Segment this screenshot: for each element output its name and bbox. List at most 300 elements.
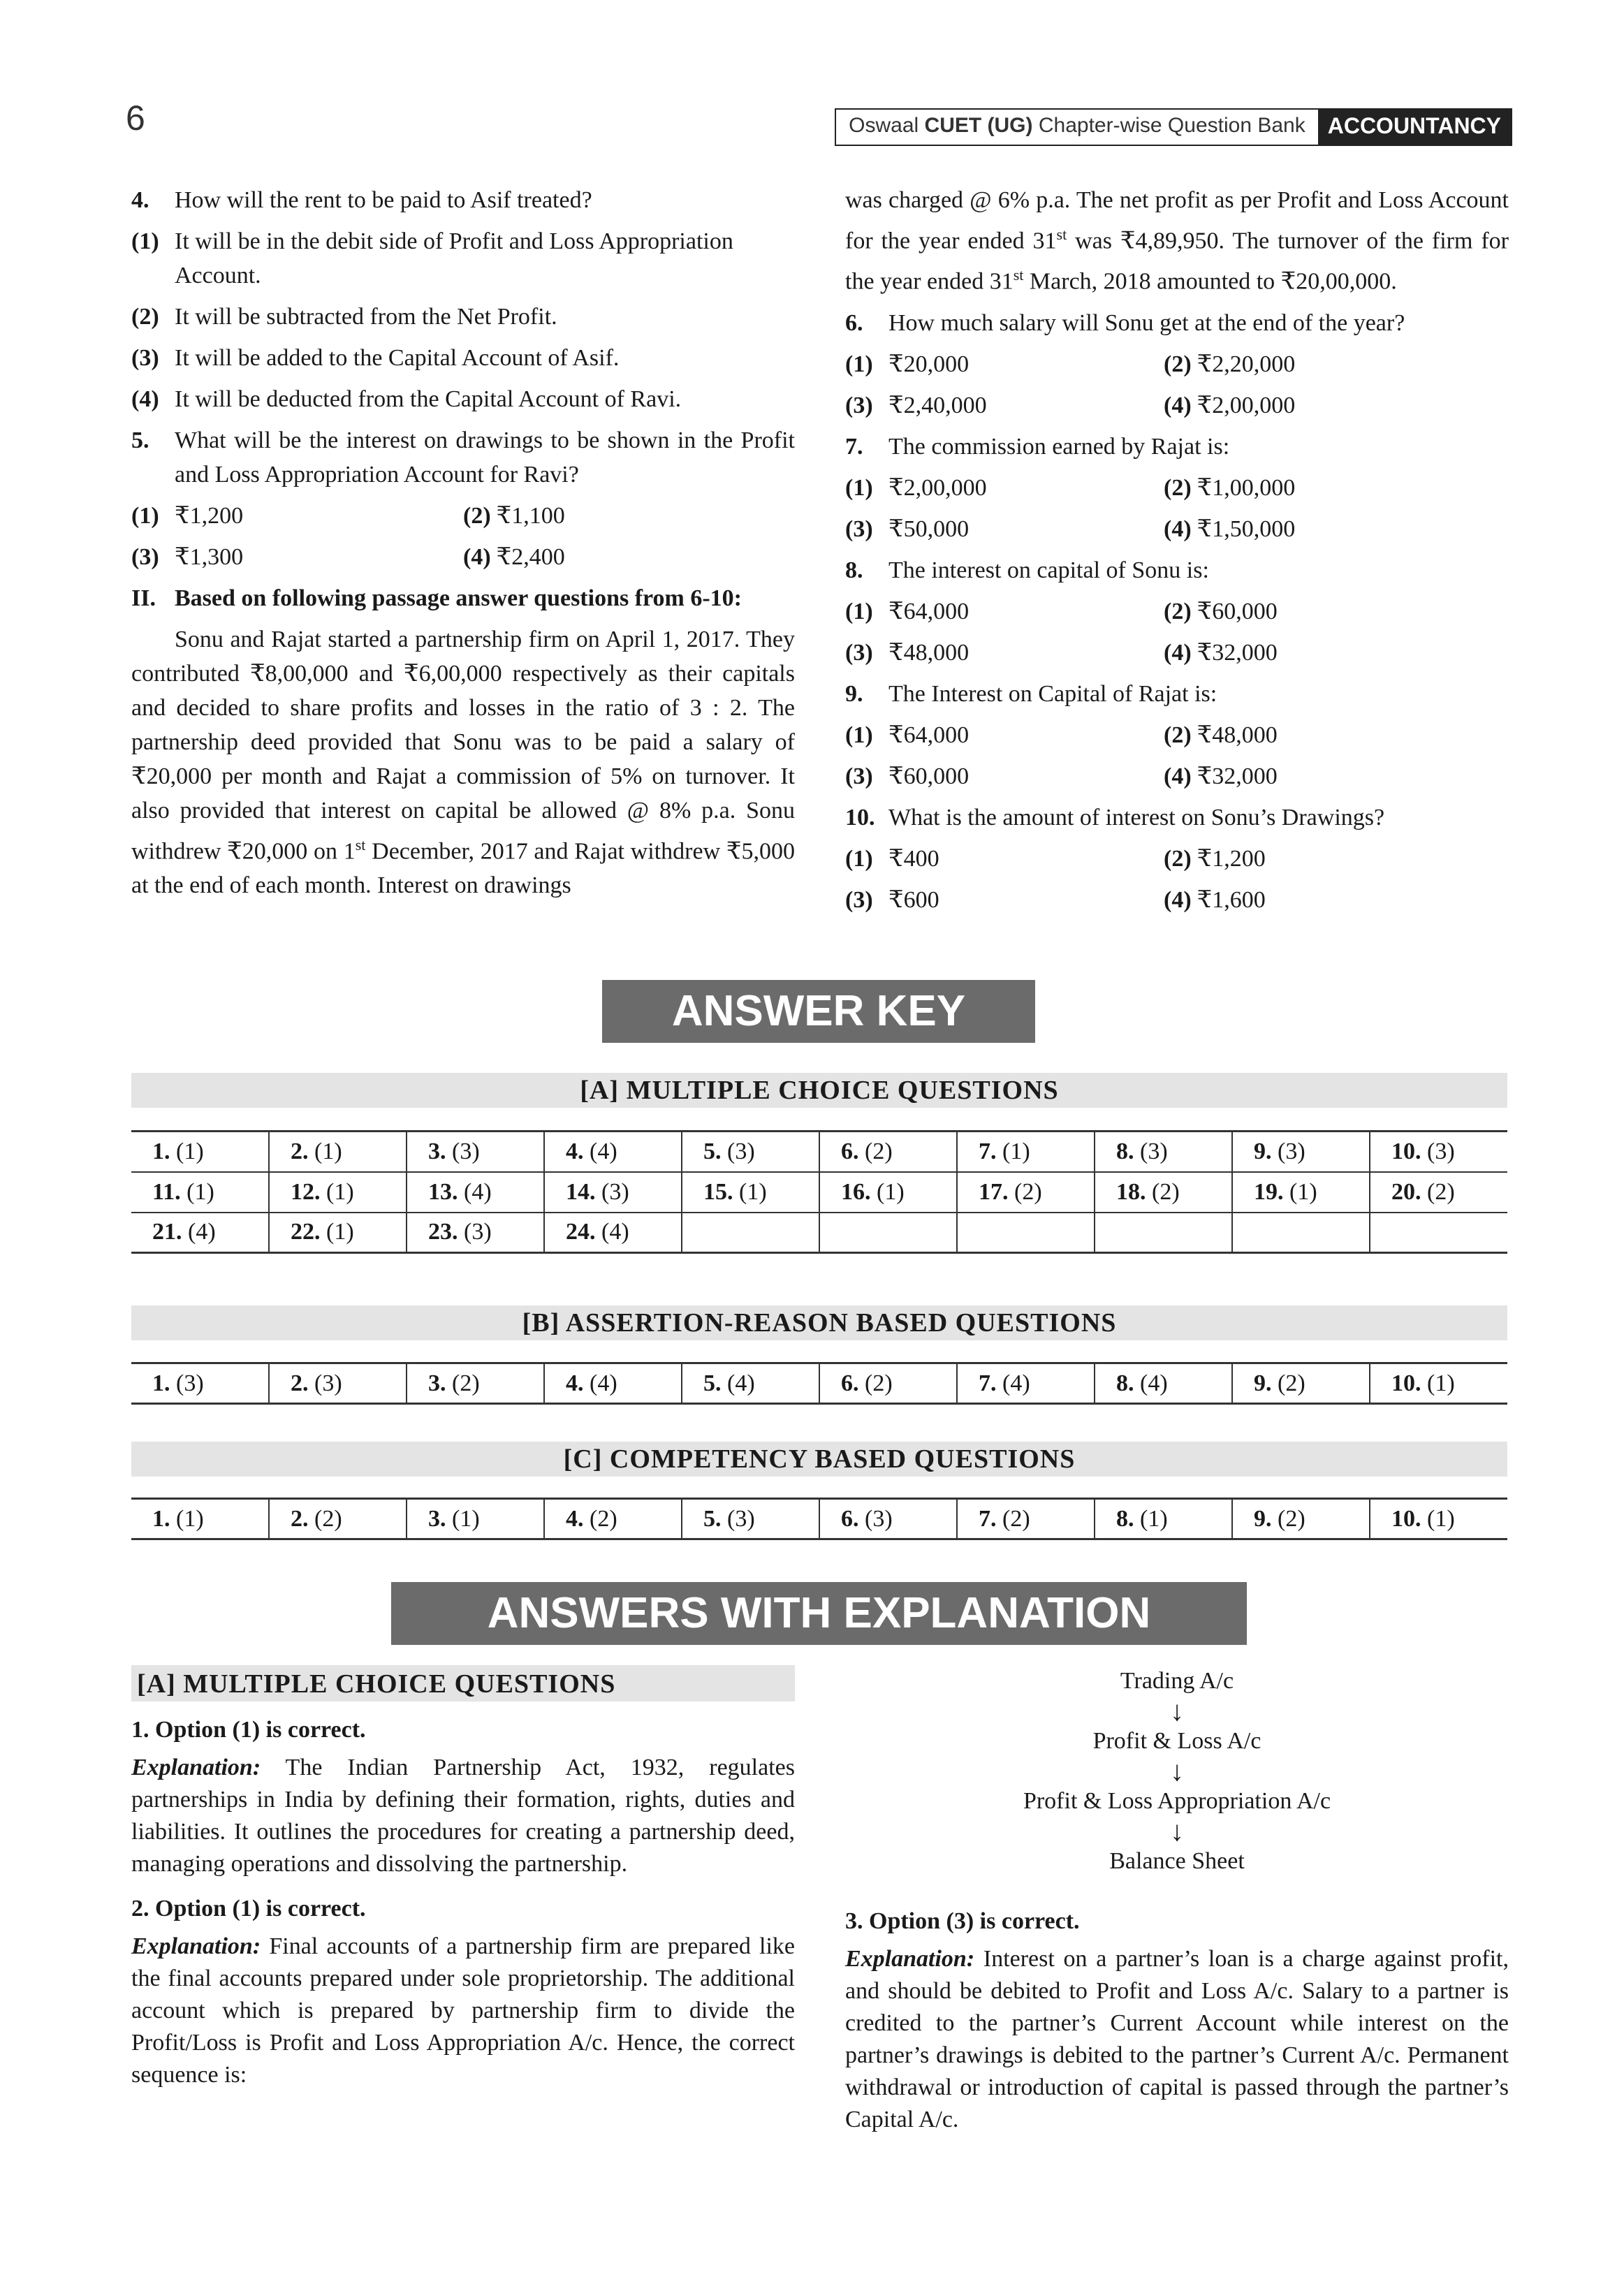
answer-option: (3): [858, 1505, 893, 1532]
option-text: ₹20,000: [888, 351, 970, 377]
book-title: Chapter-wise Question Bank: [1038, 114, 1305, 137]
option-text: ₹1,300: [175, 544, 244, 570]
table-row: [131, 1363, 1507, 1404]
answer-number: 3.: [428, 1505, 446, 1532]
answer-option: (2): [308, 1505, 342, 1532]
answer-number: 13.: [428, 1178, 458, 1205]
option-number: (1): [131, 503, 159, 529]
answer-cell: [269, 1499, 407, 1539]
explanation-left-column: [131, 1665, 795, 2104]
option-text: ₹64,000: [888, 598, 970, 624]
answer-option: (1): [996, 1138, 1030, 1164]
option-number: (1): [845, 598, 873, 624]
answer-cell: [1232, 1213, 1370, 1253]
answer-option: (2): [1271, 1370, 1305, 1396]
answer-cell: [544, 1213, 682, 1253]
question-number: 5.: [131, 427, 149, 453]
answer-option: (1): [180, 1178, 214, 1205]
question-number: 10.: [845, 804, 875, 830]
option-number: (1): [845, 722, 873, 748]
option-row: [845, 388, 1509, 423]
answer-cell: [407, 1499, 544, 1539]
option: [1164, 718, 1495, 752]
answer-cell: [682, 1213, 819, 1253]
option-text: ₹2,00,000: [888, 474, 987, 501]
answer-cell: [957, 1363, 1095, 1404]
section-heading: [131, 581, 795, 615]
option: [845, 347, 1164, 381]
option: [1164, 883, 1495, 917]
answer-number: 24.: [566, 1219, 596, 1245]
option-text: ₹60,000: [1197, 598, 1278, 624]
answer-cell: [957, 1172, 1095, 1213]
running-head-title: [836, 110, 1318, 145]
answer-cell: [269, 1213, 407, 1253]
option-number: (1): [845, 474, 873, 501]
answer-cell: [682, 1172, 819, 1213]
option-row: [845, 471, 1509, 505]
answer-option: (1): [1421, 1370, 1455, 1396]
flow-step: Trading A/c: [1120, 1668, 1234, 1694]
answer-number: 20.: [1391, 1178, 1421, 1205]
answer-cell: [544, 1363, 682, 1404]
option-text: ₹2,00,000: [1197, 392, 1296, 418]
option-text: ₹32,000: [1197, 639, 1278, 666]
option-text: It will be deducted from the Capital Account of Ravi.: [175, 386, 682, 412]
answer-cell: [1095, 1363, 1232, 1404]
answer-cell: [407, 1213, 544, 1253]
option: [131, 300, 795, 334]
option-number: (3): [845, 886, 873, 913]
passage-text: Sonu and Rajat started a partnership firm on April 1, 2017. They contributed ₹8,00,000 and ₹6,00,000 respectively as their capitals and decided to share profits and losses in the ratio of 3 : 2. The partnership deed provided that Sonu was to be paid a salary of ₹20,000 per month and Rajat a commission of 5% on turnover. It also provided that interest on capital be allowed @ 8% p.a. Sonu withdrew ₹20,000 on 1: [131, 627, 795, 865]
option-text: ₹48,000: [888, 639, 970, 666]
series: CUET (UG): [924, 114, 1033, 137]
answer-number: 14.: [566, 1178, 596, 1205]
answer-cell: [682, 1363, 819, 1404]
option: [131, 382, 795, 416]
option-text: ₹1,100: [496, 503, 565, 529]
answer-number: 2.: [291, 1505, 309, 1532]
option-number: (2): [1164, 351, 1192, 377]
flow-step: Balance Sheet: [1109, 1848, 1245, 1874]
option: [131, 540, 463, 574]
section-b-heading: [B] ASSERTION-REASON BASED QUESTIONS: [131, 1305, 1507, 1340]
answer-number: 4.: [566, 1138, 584, 1164]
option-number: (3): [131, 345, 159, 371]
answer-number: 4.: [566, 1370, 584, 1396]
explanation-text: The Indian Partnership Act, 1932, regulates partnerships in India by defining their formation, rights, duties and liabilities. It outlines the procedures for creating a partnership deed, managing operations and dissolving the partnership.: [131, 1755, 795, 1877]
answer-number: 2.: [291, 1138, 309, 1164]
question-8: [845, 553, 1509, 587]
answer-cell: [131, 1499, 269, 1539]
option-number: (4): [1164, 639, 1192, 666]
answer-option: (2): [1271, 1505, 1305, 1532]
answer-cell: [131, 1213, 269, 1253]
answer-number: 5.: [703, 1138, 722, 1164]
option-text: ₹2,40,000: [888, 392, 987, 418]
answer-option: (1): [1283, 1178, 1317, 1205]
question-5: [131, 423, 795, 492]
option-row: [845, 842, 1509, 876]
answer-cell: [131, 1363, 269, 1404]
option: [1164, 759, 1495, 793]
option-number: (2): [463, 503, 491, 529]
answer-cell: [1095, 1172, 1232, 1213]
question-number: 7.: [845, 433, 863, 460]
option-number: (4): [131, 386, 159, 412]
option-text: ₹1,200: [1197, 845, 1266, 872]
answer-number: 3.: [428, 1138, 446, 1164]
option: [845, 512, 1164, 546]
superscript: st: [1056, 226, 1067, 243]
answer-number: 22.: [291, 1219, 321, 1245]
option-text: ₹600: [888, 886, 939, 913]
option-number: (2): [131, 304, 159, 330]
answer-number: 21.: [152, 1219, 182, 1245]
answer-1-head: 1. Option (1) is correct.: [131, 1717, 366, 1743]
answer-cell: [819, 1499, 957, 1539]
option: [463, 540, 795, 574]
option: [845, 883, 1164, 917]
passage-text: December, 2017 and Rajat withdrew ₹5,000 at the end of each month. Interest on drawings: [131, 838, 795, 899]
passage: [131, 622, 795, 902]
option-row: [845, 512, 1509, 546]
answer-option: (3): [446, 1138, 480, 1164]
answer-key-banner: ANSWER KEY: [602, 980, 1035, 1043]
option-number: (4): [1164, 515, 1192, 542]
answer-option: (4): [458, 1178, 492, 1205]
explanation-right-column: [845, 1905, 1509, 2148]
answer-number: 6.: [841, 1370, 859, 1396]
answer-cell: [1232, 1499, 1370, 1539]
question-text: How will the rent to be paid to Asif treated?: [175, 187, 592, 213]
left-column: [131, 183, 795, 902]
answer-table-b: [131, 1362, 1507, 1405]
option-text: ₹32,000: [1197, 763, 1278, 789]
answer-cell: [544, 1172, 682, 1213]
answer-cell: [1232, 1132, 1370, 1172]
answer-number: 6.: [841, 1138, 859, 1164]
option-number: (4): [1164, 886, 1192, 913]
option-text: ₹1,600: [1197, 886, 1266, 913]
accounts-sequence: [845, 1665, 1509, 1877]
answer-cell: [407, 1363, 544, 1404]
subject-tag: ACCOUNTANCY: [1318, 110, 1511, 145]
passage-text: March, 2018 amounted to ₹20,00,000.: [1023, 268, 1397, 295]
table-row: [131, 1172, 1507, 1213]
answer-number: 7.: [979, 1370, 997, 1396]
answer-option: (2): [858, 1138, 893, 1164]
option-number: (2): [1164, 598, 1192, 624]
answer-option: (3): [308, 1370, 342, 1396]
option-number: (4): [1164, 392, 1192, 418]
answer-option: (3): [170, 1370, 204, 1396]
option-number: (2): [1164, 474, 1192, 501]
answer-option: (3): [458, 1219, 492, 1245]
answer-option: (3): [595, 1178, 629, 1205]
option: [845, 718, 1164, 752]
answer-cell: [1095, 1213, 1232, 1253]
option-row: [845, 718, 1509, 752]
explanation-label: Explanation:: [131, 1933, 261, 1959]
down-arrow-icon: ↓: [1170, 1815, 1184, 1847]
option-row: [845, 347, 1509, 381]
option-text: ₹2,20,000: [1197, 351, 1296, 377]
table-row: [131, 1213, 1507, 1253]
answer-number: 10.: [1391, 1505, 1421, 1532]
answer-option: (1): [870, 1178, 905, 1205]
answer-cell: [131, 1132, 269, 1172]
answer-cell: [682, 1499, 819, 1539]
answer-option: (1): [446, 1505, 480, 1532]
option-row: [131, 499, 795, 533]
section-c-heading: [C] COMPETENCY BASED QUESTIONS: [131, 1442, 1507, 1477]
answer-option: (1): [733, 1178, 767, 1205]
option-row: [845, 883, 1509, 917]
answer-number: 10.: [1391, 1138, 1421, 1164]
answer-cell: [819, 1172, 957, 1213]
answer-option: (4): [583, 1138, 617, 1164]
answer-option: (4): [996, 1370, 1030, 1396]
option-text: It will be added to the Capital Account of Asif.: [175, 345, 620, 371]
answer-option: (4): [1134, 1370, 1168, 1396]
answer-number: 7.: [979, 1505, 997, 1532]
answer-option: (4): [182, 1219, 216, 1245]
question-number: 6.: [845, 309, 863, 336]
question-number: 8.: [845, 557, 863, 583]
answer-number: 7.: [979, 1138, 997, 1164]
answer-number: 19.: [1254, 1178, 1284, 1205]
answer-option: (3): [1421, 1138, 1455, 1164]
flow-step: Profit & Loss A/c: [1092, 1728, 1261, 1754]
option-text: It will be subtracted from the Net Profit.: [175, 304, 557, 330]
answer-option: (4): [583, 1370, 617, 1396]
question-text: The interest on capital of Sonu is:: [888, 557, 1209, 583]
answer-3-explanation: [845, 1943, 1509, 2136]
explanation-label: Explanation:: [845, 1946, 975, 1972]
option: [845, 842, 1164, 876]
answer-cell: [407, 1172, 544, 1213]
option-text: ₹2,400: [496, 544, 565, 570]
explanation-banner: ANSWERS WITH EXPLANATION: [391, 1582, 1247, 1645]
answer-2-head: 2. Option (1) is correct.: [131, 1896, 366, 1921]
answer-cell: [1370, 1363, 1507, 1404]
option-text: ₹400: [888, 845, 939, 872]
answer-option: (1): [1421, 1505, 1455, 1532]
answer-cell: [819, 1363, 957, 1404]
answer-cell: [957, 1499, 1095, 1539]
answer-option: (1): [170, 1138, 204, 1164]
option: [463, 499, 795, 533]
answer-number: 8.: [1116, 1138, 1134, 1164]
answer-cell: [957, 1132, 1095, 1172]
answer-number: 16.: [841, 1178, 871, 1205]
superscript: st: [355, 836, 366, 854]
answer-cell: [957, 1213, 1095, 1253]
answer-option: (2): [996, 1505, 1030, 1532]
option-row: [131, 540, 795, 574]
option-text: ₹48,000: [1197, 722, 1278, 748]
answer-option: (3): [721, 1138, 755, 1164]
answer-option: (3): [1134, 1138, 1168, 1164]
answer-cell: [269, 1132, 407, 1172]
answer-option: (4): [721, 1370, 755, 1396]
answer-table-c: [131, 1498, 1507, 1540]
answer-cell: [1232, 1363, 1370, 1404]
answer-number: 11.: [152, 1178, 181, 1205]
option-text: ₹1,200: [175, 503, 244, 529]
answer-option: (2): [858, 1370, 893, 1396]
table-row: [131, 1499, 1507, 1539]
answer-cell: [819, 1132, 957, 1172]
section-number: II.: [131, 585, 156, 611]
section-a-heading: [A] MULTIPLE CHOICE QUESTIONS: [131, 1073, 1507, 1108]
answer-number: 12.: [291, 1178, 321, 1205]
option-number: (4): [1164, 763, 1192, 789]
passage-text: was charged @ 6% p.a. The net profit as per Profit and Loss Account for the year ended 31: [845, 187, 1509, 254]
explanation-section-heading: [A] MULTIPLE CHOICE QUESTIONS: [131, 1665, 795, 1701]
question-4: [131, 183, 795, 217]
question-7: [845, 430, 1509, 464]
answer-cell: [269, 1363, 407, 1404]
answer-option: (2): [446, 1370, 480, 1396]
option-text: ₹64,000: [888, 722, 970, 748]
option-number: (1): [845, 845, 873, 872]
answer-number: 1.: [152, 1370, 170, 1396]
option-row: [845, 594, 1509, 629]
option-number: (4): [463, 544, 491, 570]
option: [845, 388, 1164, 423]
answer-number: 6.: [841, 1505, 859, 1532]
answer-option: (2): [1008, 1178, 1042, 1205]
flow-step: Profit & Loss Appropriation A/c: [1023, 1788, 1331, 1814]
option-text: It will be in the debit side of Profit and Loss Appropriation Account.: [175, 228, 733, 288]
answer-number: 17.: [979, 1178, 1009, 1205]
answer-cell: [682, 1132, 819, 1172]
explanation-text: Final accounts of a partnership firm are prepared like the final accounts prepared under sole proprietorship. The additional account which is prepared by partnership firm to divide the Profit/Loss is Profit and Loss Appropriation A/c. Hence, the correct sequence is:: [131, 1933, 795, 2088]
question-6: [845, 306, 1509, 340]
answer-cell: [1370, 1499, 1507, 1539]
option: [845, 636, 1164, 670]
option: [845, 594, 1164, 629]
passage-text: was ₹4,89,950. The turnover of the firm for the year ended 31: [845, 228, 1509, 295]
section-title: Based on following passage answer questions from 6-10:: [175, 585, 742, 611]
answer-option: (3): [1271, 1138, 1305, 1164]
answer-number: 1.: [152, 1505, 170, 1532]
question-text: How much salary will Sonu get at the end of the year?: [888, 309, 1405, 336]
passage-continued: [845, 183, 1509, 299]
question-text: What is the amount of interest on Sonu’s Drawings?: [888, 804, 1385, 830]
answer-option: (1): [320, 1178, 354, 1205]
option: [1164, 842, 1495, 876]
option-number: (2): [1164, 845, 1192, 872]
answer-cell: [1232, 1172, 1370, 1213]
answer-1-explanation: [131, 1752, 795, 1880]
answer-number: 8.: [1116, 1370, 1134, 1396]
option-text: ₹1,50,000: [1197, 515, 1296, 542]
answer-number: 5.: [703, 1370, 722, 1396]
answer-number: 9.: [1254, 1370, 1272, 1396]
option: [845, 759, 1164, 793]
option-row: [845, 636, 1509, 670]
question-number: 4.: [131, 187, 149, 213]
option-number: (3): [845, 515, 873, 542]
down-arrow-icon: ↓: [1170, 1755, 1184, 1787]
page-number: 6: [126, 98, 145, 138]
answer-cell: [1370, 1172, 1507, 1213]
answer-cell: [544, 1499, 682, 1539]
option: [1164, 388, 1495, 423]
answer-number: 9.: [1254, 1505, 1272, 1532]
answer-cell: [1370, 1132, 1507, 1172]
option: [1164, 636, 1495, 670]
option-text: ₹1,00,000: [1197, 474, 1296, 501]
answer-number: 5.: [703, 1505, 722, 1532]
answer-option: (3): [721, 1505, 755, 1532]
superscript: st: [1013, 266, 1024, 284]
option-number: (3): [845, 763, 873, 789]
answer-number: 2.: [291, 1370, 309, 1396]
answer-option: (2): [1421, 1178, 1455, 1205]
answer-number: 23.: [428, 1219, 458, 1245]
option-text: ₹50,000: [888, 515, 970, 542]
option: [1164, 594, 1495, 629]
question-text: The commission earned by Rajat is:: [888, 433, 1230, 460]
answer-cell: [1095, 1132, 1232, 1172]
answer-number: 15.: [703, 1178, 733, 1205]
option: [131, 224, 795, 293]
option-number: (2): [1164, 722, 1192, 748]
answer-table-a: [131, 1130, 1507, 1254]
answer-number: 3.: [428, 1370, 446, 1396]
answer-option: (1): [308, 1138, 342, 1164]
answer-cell: [131, 1172, 269, 1213]
answer-cell: [407, 1132, 544, 1172]
question-number: 9.: [845, 680, 863, 707]
answer-number: 4.: [566, 1505, 584, 1532]
answer-3-head: 3. Option (3) is correct.: [845, 1908, 1080, 1934]
answer-cell: [1370, 1213, 1507, 1253]
option: [131, 499, 463, 533]
answer-option: (4): [595, 1219, 629, 1245]
down-arrow-icon: ↓: [1170, 1695, 1184, 1727]
option-row: [845, 759, 1509, 793]
option-number: (3): [131, 544, 159, 570]
answer-option: (2): [583, 1505, 617, 1532]
explanation-text: Interest on a partner’s loan is a charge against profit, and should be debited to Profit and Loss A/c. Salary to a partner is credited to the partner’s Current Account while interest on the partner’s drawings is debited to the partner’s Current A/c. Permanent withdrawal or introduction of capital is passed through the partner’s Capital A/c.: [845, 1946, 1509, 2132]
question-text: What will be the interest on drawings to be shown in the Profit and Loss Appropriation Account for Ravi?: [175, 427, 795, 488]
option-number: (1): [131, 228, 159, 254]
answer-cell: [819, 1213, 957, 1253]
answer-number: 18.: [1116, 1178, 1146, 1205]
answer-2-explanation: [131, 1931, 795, 2091]
publisher: Oswaal: [849, 114, 919, 137]
answer-number: 8.: [1116, 1505, 1134, 1532]
answer-cell: [1095, 1499, 1232, 1539]
answer-option: (1): [320, 1219, 354, 1245]
answer-option: (1): [170, 1505, 204, 1532]
option-number: (3): [845, 392, 873, 418]
option: [131, 341, 795, 375]
answer-number: 10.: [1391, 1370, 1421, 1396]
explanation-label: Explanation:: [131, 1755, 261, 1780]
question-10: [845, 800, 1509, 835]
answer-option: (1): [1134, 1505, 1168, 1532]
table-row: [131, 1132, 1507, 1172]
option-number: (3): [845, 639, 873, 666]
option-text: ₹60,000: [888, 763, 970, 789]
question-9: [845, 677, 1509, 711]
